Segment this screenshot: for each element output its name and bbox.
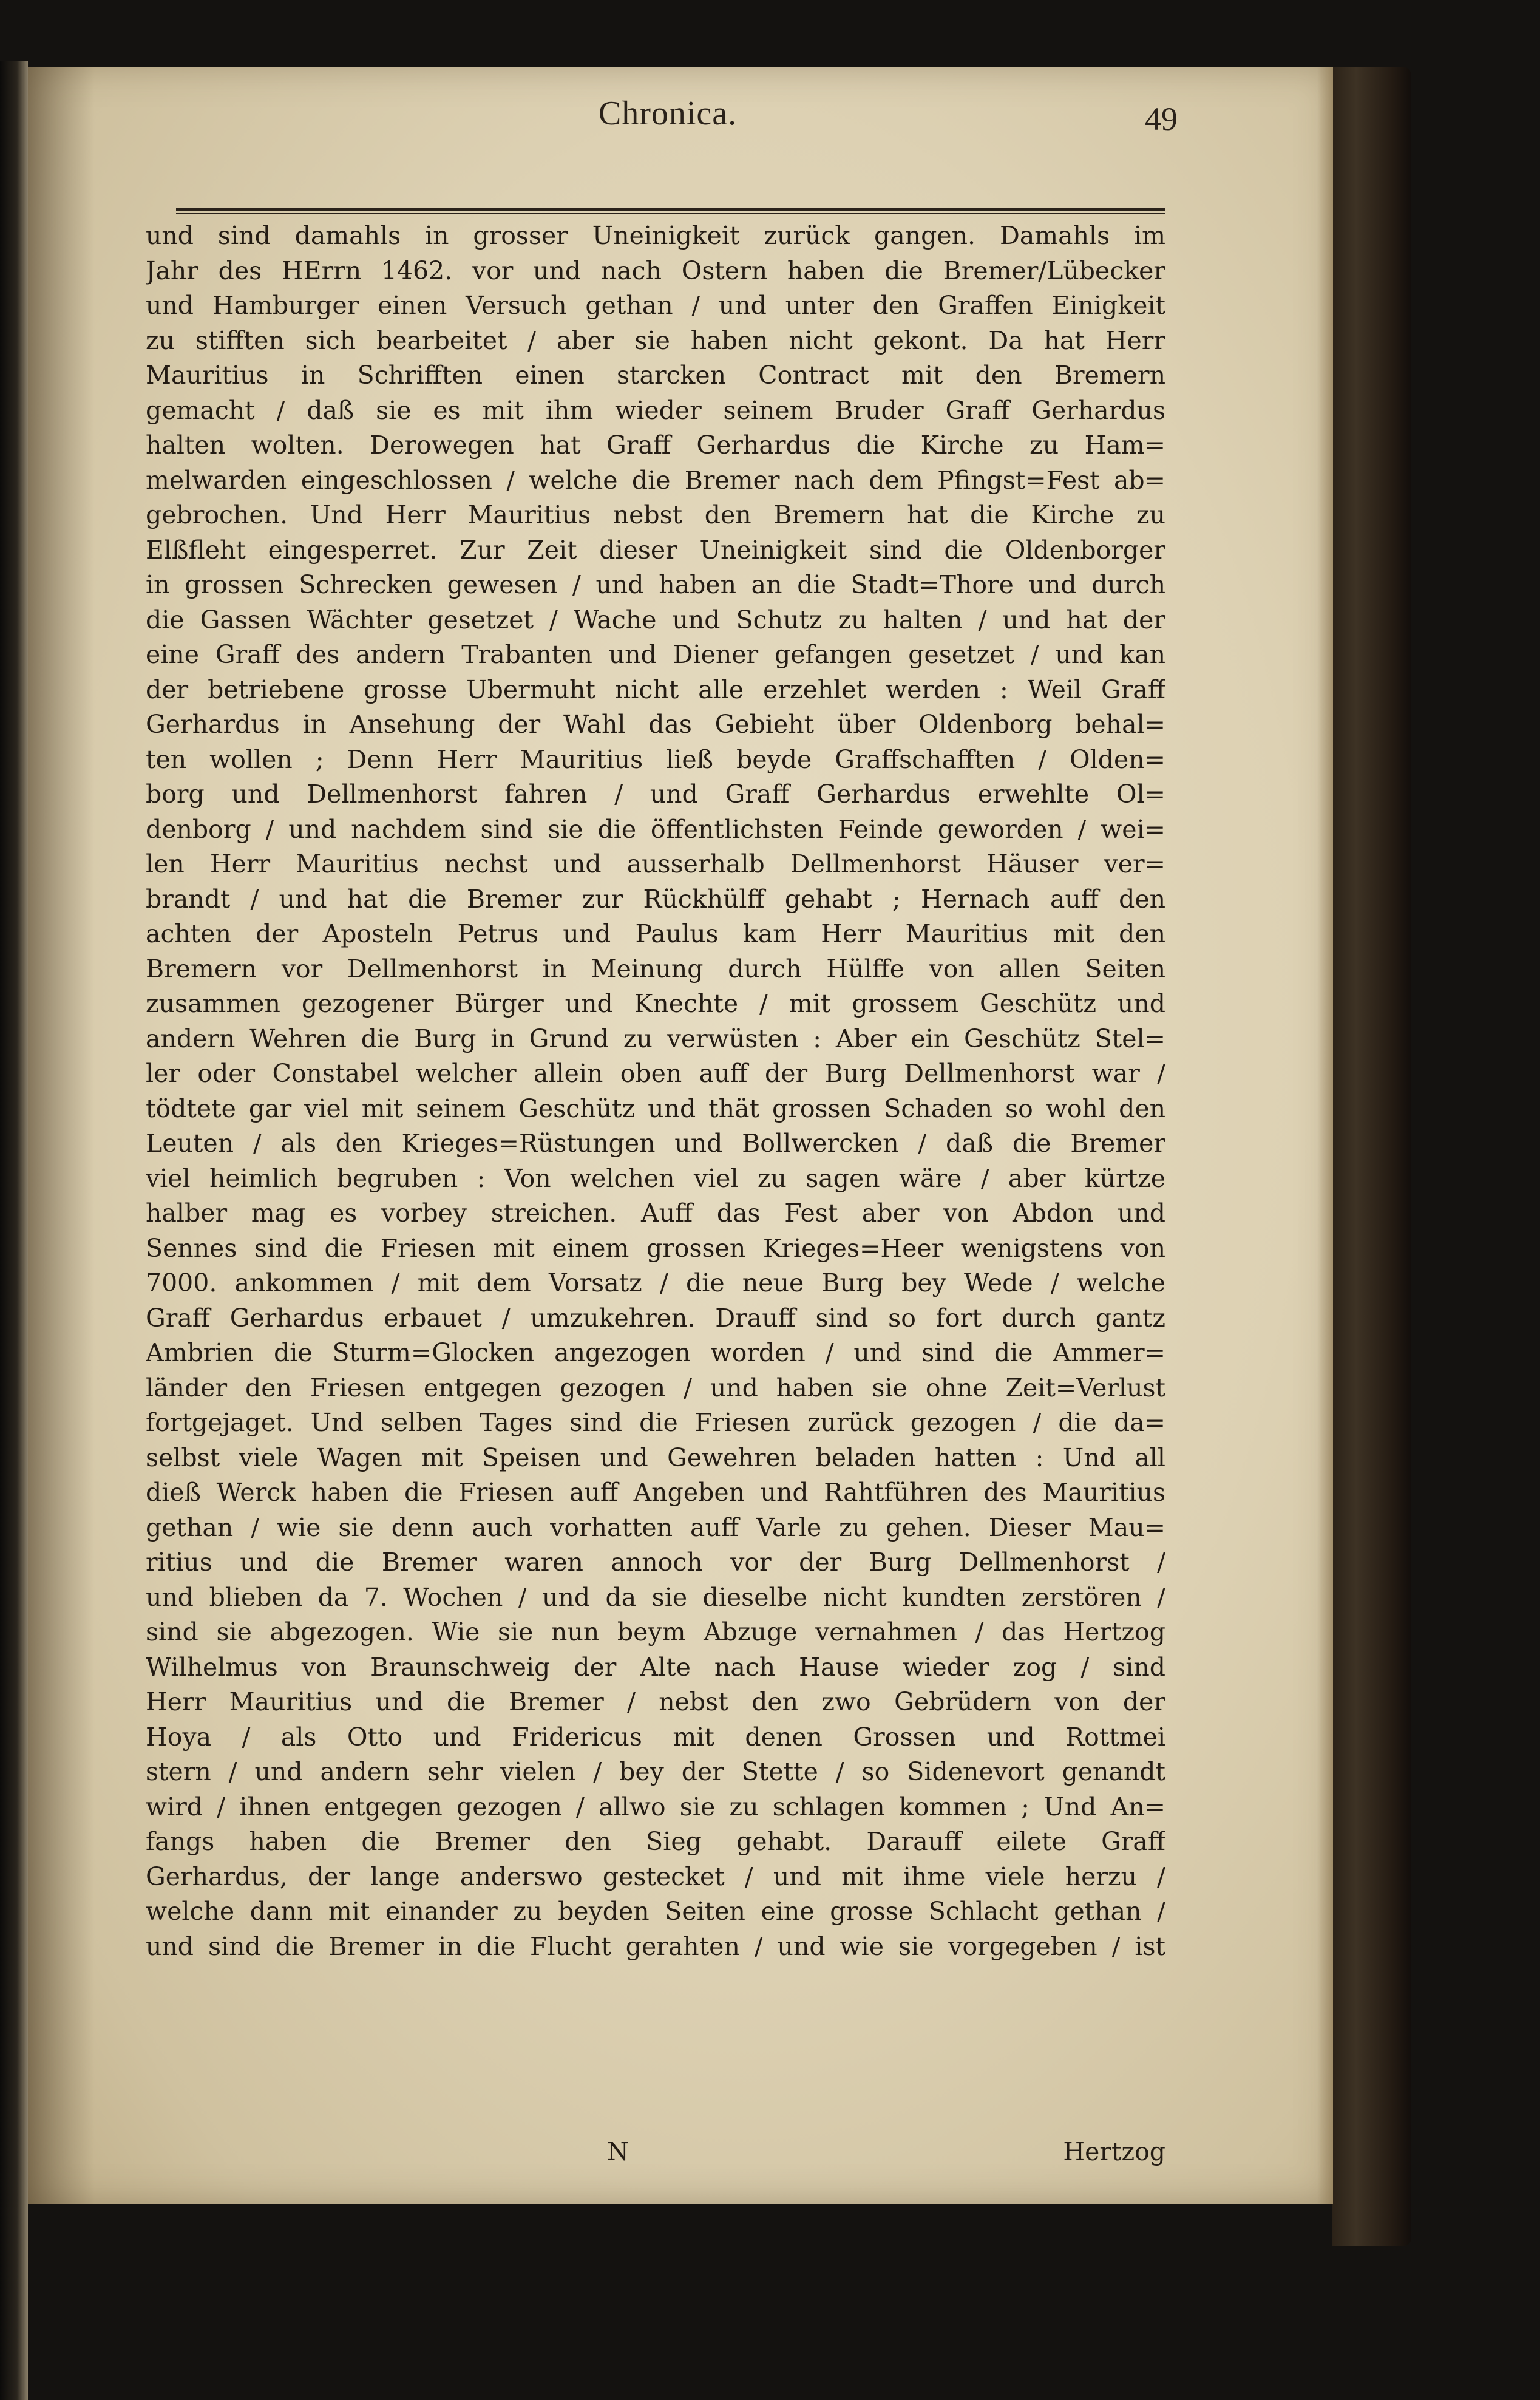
scan-background-left bbox=[0, 61, 28, 2400]
text-line: dieß Werck haben die Friesen auff Angeben und Rahtführen des Mauritius bbox=[146, 1478, 1165, 1507]
text-line: Leuten / als den Krieges=Rüstungen und Bollwercken / daß die Bremer bbox=[146, 1129, 1165, 1158]
text-line: welche dann mit einander zu beyden Seiten eine grosse Schlacht gethan / bbox=[146, 1897, 1165, 1926]
text-line: und sind damahls in grosser Uneinigkeit zurück gangen. Damahls im bbox=[146, 221, 1165, 250]
text-line: ritius und die Bremer waren annoch vor der Burg Dellmenhorst / bbox=[146, 1548, 1165, 1577]
text-line: Sennes sind die Friesen mit einem grossen Krieges=Heer wenigstens von bbox=[146, 1233, 1165, 1263]
text-line: zu stifften sich bearbeitet / aber sie haben nicht gekont. Da hat Herr bbox=[146, 325, 1165, 355]
page-header bbox=[146, 94, 1190, 149]
text-line: länder den Friesen entgegen gezogen / und haben sie ohne Zeit=Verlust bbox=[146, 1373, 1165, 1402]
running-title: Chronica. bbox=[598, 95, 738, 132]
page-fore-edge bbox=[1317, 67, 1333, 2204]
text-line: und blieben da 7. Wochen / und da sie dieselbe nicht kundten zerstören / bbox=[146, 1582, 1165, 1612]
catchword: Hertzog bbox=[1063, 2137, 1165, 2166]
text-line: Mauritius in Schrifften einen starcken Contract mit den Bremern bbox=[146, 361, 1165, 390]
text-line: brandt / und hat die Bremer zur Rückhülff gehabt ; Hernach auff den bbox=[146, 884, 1165, 914]
text-line: zusammen gezogener Bürger und Knechte / mit grossem Geschütz und bbox=[146, 989, 1165, 1018]
text-line: Herr Mauritius und die Bremer / nebst den zwo Gebrüdern von der bbox=[146, 1687, 1165, 1716]
text-line: und Hamburger einen Versuch gethan / und unter den Graffen Einigkeit bbox=[146, 291, 1165, 320]
text-line: viel heimlich begruben : Von welchen viel zu sagen wäre / aber kürtze bbox=[146, 1163, 1165, 1193]
text-line: Graff Gerhardus erbauet / umzukehren. Drauff sind so fort durch gantz bbox=[146, 1303, 1165, 1333]
text-line: Gerhardus, der lange anderswo gestecket / und mit ihme viele herzu / bbox=[146, 1861, 1165, 1891]
text-line: gethan / wie sie denn auch vorhatten auff Varle zu gehen. Dieser Mau= bbox=[146, 1512, 1165, 1542]
text-line: achten der Aposteln Petrus und Paulus kam Herr Mauritius mit den bbox=[146, 919, 1165, 948]
text-line: 7000. ankommen / mit dem Vorsatz / die neue Burg bey Wede / welche bbox=[146, 1268, 1165, 1297]
text-line: Bremern vor Dellmenhorst in Meinung durch Hülffe von allen Seiten bbox=[146, 954, 1165, 984]
text-line: andern Wehren die Burg in Grund zu verwüsten : Aber ein Geschütz Stel= bbox=[146, 1024, 1165, 1053]
text-line: melwarden eingeschlossen / welche die Bremer nach dem Pfingst=Fest ab= bbox=[146, 465, 1165, 495]
page-footer bbox=[146, 2137, 1165, 2174]
text-line: ten wollen ; Denn Herr Mauritius ließ beyde Graffschafften / Olden= bbox=[146, 744, 1165, 774]
text-line: Jahr des HErrn 1462. vor und nach Ostern haben die Bremer/Lübecker bbox=[146, 256, 1165, 285]
text-line: fortgejaget. Und selben Tages sind die Friesen zurück gezogen / die da= bbox=[146, 1408, 1165, 1437]
text-line: selbst viele Wagen mit Speisen und Gewehren beladen hatten : Und all bbox=[146, 1443, 1165, 1472]
header-rule bbox=[176, 208, 1165, 214]
text-line: Ambrien die Sturm=Glocken angezogen worden / und sind die Ammer= bbox=[146, 1338, 1165, 1367]
text-line: der betriebene grosse Ubermuht nicht alle erzehlet werden : Weil Graff bbox=[146, 675, 1165, 704]
text-line: eine Graff des andern Trabanten und Diener gefangen gesetzet / und kan bbox=[146, 640, 1165, 669]
text-line: denborg / und nachdem sind sie die öffentlichsten Feinde geworden / wei= bbox=[146, 814, 1165, 844]
text-line: gebrochen. Und Herr Mauritius nebst den Bremern hat die Kirche zu bbox=[146, 500, 1165, 529]
text-line: halten wolten. Derowegen hat Graff Gerhardus die Kirche zu Ham= bbox=[146, 430, 1165, 460]
text-line: Wilhelmus von Braunschweig der Alte nach Hause wieder zog / sind bbox=[146, 1652, 1165, 1682]
text-line: borg und Dellmenhorst fahren / und Graff Gerhardus erwehlte Ol= bbox=[146, 780, 1165, 809]
page-number: 49 bbox=[1145, 101, 1178, 137]
text-line: und sind die Bremer in die Flucht gerahten / und wie sie vorgegeben / ist bbox=[146, 1931, 1165, 1961]
text-line: Gerhardus in Ansehung der Wahl das Gebieht über Oldenborg behal= bbox=[146, 710, 1165, 739]
book-cover-edge bbox=[1332, 67, 1411, 2246]
text-line: stern / und andern sehr vielen / bey der Stette / so Sidenevort genandt bbox=[146, 1757, 1165, 1786]
page-gutter-shadow bbox=[28, 67, 95, 2204]
body-text bbox=[146, 219, 1165, 1964]
text-line: sind sie abgezogen. Wie sie nun beym Abzuge vernahmen / das Hertzog bbox=[146, 1617, 1165, 1647]
text-line: fangs haben die Bremer den Sieg gehabt. Darauff eilete Graff bbox=[146, 1827, 1165, 1856]
text-line: die Gassen Wächter gesetzet / Wache und Schutz zu halten / und hat der bbox=[146, 605, 1165, 634]
text-line: ler oder Constabel welcher allein oben auff der Burg Dellmenhorst war / bbox=[146, 1059, 1165, 1088]
text-line: gemacht / daß sie es mit ihm wieder seinem Bruder Graff Gerhardus bbox=[146, 395, 1165, 425]
text-line: halber mag es vorbey streichen. Auff das Fest aber von Abdon und bbox=[146, 1198, 1165, 1228]
text-line: tödtete gar viel mit seinem Geschütz und thät grossen Schaden so wohl den bbox=[146, 1093, 1165, 1123]
text-line: Hoya / als Otto und Fridericus mit denen Grossen und Rottmei bbox=[146, 1722, 1165, 1752]
text-line: Elßfleht eingesperret. Zur Zeit dieser Uneinigkeit sind die Oldenborger bbox=[146, 535, 1165, 565]
text-line: in grossen Schrecken gewesen / und haben an die Stadt=Thore und durch bbox=[146, 570, 1165, 599]
text-line: wird / ihnen entgegen gezogen / allwo sie zu schlagen kommen ; Und An= bbox=[146, 1792, 1165, 1821]
signature-mark: N bbox=[607, 2137, 629, 2166]
text-line: len Herr Mauritius nechst und ausserhalb Dellmenhorst Häuser ver= bbox=[146, 849, 1165, 879]
